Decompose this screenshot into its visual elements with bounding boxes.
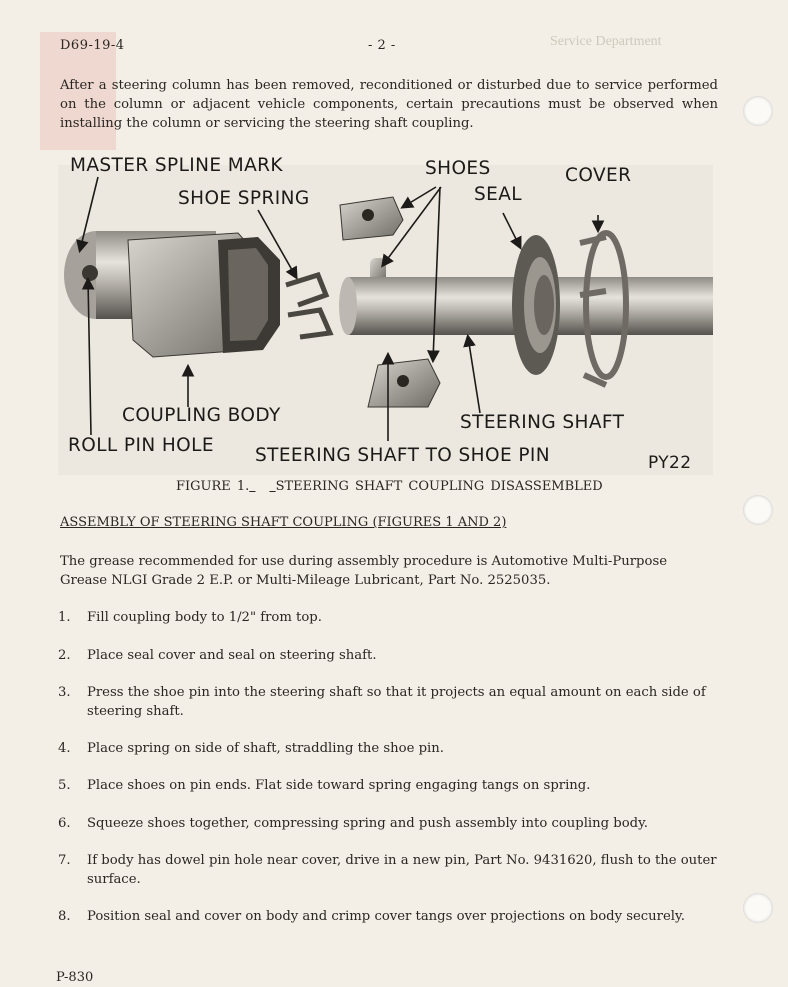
step-text: Place shoes on pin ends. Flat side toward spring engaging tangs on spring. — [87, 778, 591, 793]
step-number: 6. — [58, 816, 71, 831]
label-shoe-spring: SHOE SPRING — [178, 188, 310, 209]
step-text: If body has dowel pin hole near cover, drive in a new pin, Part No. 9431620, flush to the outer surface. — [87, 853, 717, 887]
step-number: 7. — [58, 853, 71, 868]
figure-1 — [58, 145, 718, 480]
step-text: Squeeze shoes together, compressing spring and push assembly into coupling body. — [87, 816, 648, 831]
figure-caption — [176, 479, 603, 494]
label-seal: SEAL — [474, 184, 522, 205]
step-number: 3. — [58, 685, 71, 700]
caption-number: FIGURE 1. — [176, 479, 250, 494]
page-number: - 2 - — [368, 38, 396, 53]
step-number: 2. — [58, 648, 71, 663]
label-shoes: SHOES — [425, 158, 491, 179]
section-title: ASSEMBLY OF STEERING SHAFT COUPLING (FIGURES 1 AND 2) — [60, 515, 507, 530]
step-number: 8. — [58, 909, 71, 924]
punch-hole-middle — [743, 495, 773, 525]
label-coupling-body: COUPLING BODY — [122, 405, 281, 426]
punch-hole-bottom — [743, 893, 773, 923]
step-number: 5. — [58, 778, 71, 793]
label-figure-code: PY22 — [648, 453, 692, 473]
grease-note: The grease recommended for use during assembly procedure is Automotive Multi-Purpose Grease NLGI Grade 2 E.P. or Multi-Mileage Lubricant, Part No. 2525035. — [60, 554, 668, 588]
step-number: 1. — [58, 610, 71, 625]
doc-code: D69-19-4 — [60, 38, 125, 53]
label-master-spline-mark: MASTER SPLINE MARK — [70, 155, 283, 176]
intro-paragraph: After a steering column has been removed, reconditioned or disturbed due to service performed on the column or adjacent vehicle components, certain precautions must be observed when installing the column or servicing the steering shaft coupling. — [60, 78, 718, 131]
caption-title: STEERING SHAFT COUPLING DISASSEMBLED — [275, 479, 603, 494]
punch-hole-top — [743, 96, 773, 126]
label-steering-shaft-to-shoe-pin: STEERING SHAFT TO SHOE PIN — [255, 445, 550, 466]
label-cover: COVER — [565, 165, 632, 186]
step-text: Press the shoe pin into the steering shaft so that it projects an equal amount on each side of steering shaft. — [87, 685, 706, 719]
label-steering-shaft: STEERING SHAFT — [460, 412, 625, 433]
label-roll-pin-hole: ROLL PIN HOLE — [68, 435, 214, 456]
step-text: Position seal and cover on body and crimp cover tangs over projections on body securely. — [87, 909, 685, 924]
footer-code: P-830 — [56, 970, 94, 985]
seal-part — [512, 235, 560, 375]
step-text: Fill coupling body to 1/2" from top. — [87, 610, 322, 625]
step-number: 4. — [58, 741, 71, 756]
bleed-through-text: Service Department — [550, 34, 662, 49]
step-text: Place spring on side of shaft, straddling the shoe pin. — [87, 741, 444, 756]
step-text: Place seal cover and seal on steering shaft. — [87, 648, 377, 663]
